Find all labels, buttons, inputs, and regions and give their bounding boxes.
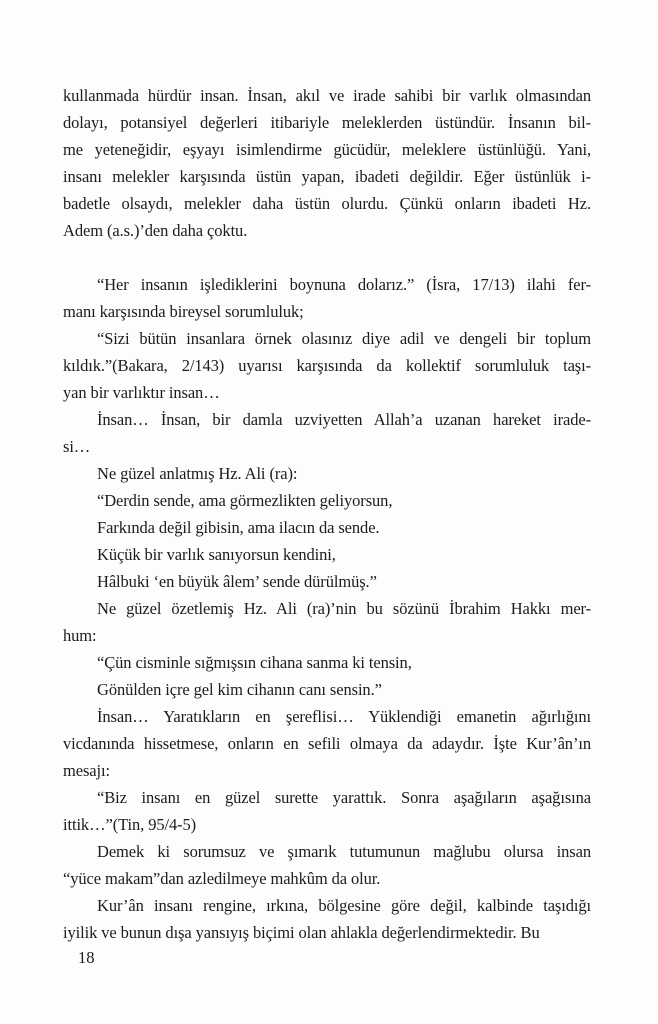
paragraph <box>63 595 591 649</box>
text-line: Demek ki sorumsuz ve şımarık tutumunun mağlubu olursa insan <box>97 842 591 861</box>
text-line: Adem (a.s.)’den daha çoktu. <box>63 221 248 240</box>
text-line: “Derdin sende, ama görmezlikten geliyorsun, <box>97 491 393 510</box>
paragraph <box>63 271 591 325</box>
page-number: 18 <box>78 948 95 967</box>
text-line: hum: <box>63 626 97 645</box>
text-line: vicdanında hissetmese, onların en sefili olmaya da adaydır. İşte Kur’ân’ın <box>63 734 591 753</box>
text-line: yan bir varlıktır insan… <box>63 383 220 402</box>
text-block <box>63 82 591 946</box>
text-line: Gönülden içre gel kim cihanın canı sensin.” <box>97 680 382 699</box>
text-line: Hâlbuki ‘en büyük âlem’ sende dürülmüş.” <box>97 572 377 591</box>
text-line: mesajı: <box>63 761 110 780</box>
paragraph <box>63 514 591 541</box>
paragraph <box>63 568 591 595</box>
text-line: manı karşısında bireysel sorumluluk; <box>63 302 304 321</box>
text-line: dolayı, potansiyel değerleri itibariyle meleklerden üstündür. İnsanın bil- <box>63 113 591 132</box>
paragraph <box>63 838 591 892</box>
text-line: İnsan… İnsan, bir damla uzviyetten Allah’a uzanan hareket irade- <box>97 410 591 429</box>
text-line: “Çün cisminle sığmışsın cihana sanma ki tensin, <box>97 653 412 672</box>
paragraph <box>63 892 591 946</box>
text-line: kıldık.”(Bakara, 2/143) uyarısı karşısında da kollektif sorumluluk taşı- <box>63 356 591 375</box>
text-line: İnsan… Yaratıkların en şereflisi… Yüklendiği emanetin ağırlığını <box>97 707 591 726</box>
paragraph <box>63 325 591 406</box>
text-line: me yeteneğidir, eşyayı isimlendirme gücüdür, meleklere üstünlüğü. Yani, <box>63 140 591 159</box>
text-line: Farkında değil gibisin, ama ilacın da sende. <box>97 518 380 537</box>
text-line: “yüce makam”dan azledilmeye mahkûm da olur. <box>63 869 381 888</box>
text-line: Küçük bir varlık sanıyorsun kendini, <box>97 545 336 564</box>
text-line: “Her insanın işlediklerini boynuna dolarız.” (İsra, 17/13) ilahi fer- <box>97 275 591 294</box>
text-line: Ne güzel özetlemiş Hz. Ali (ra)’nin bu sözünü İbrahim Hakkı mer- <box>97 599 591 618</box>
paragraph <box>63 460 591 487</box>
paragraph <box>63 703 591 784</box>
text-line: Ne güzel anlatmış Hz. Ali (ra): <box>97 464 298 483</box>
text-line: Kur’ân insanı rengine, ırkına, bölgesine göre değil, kalbinde taşıdığı <box>97 896 591 915</box>
text-line: ittik…”(Tin, 95/4-5) <box>63 815 197 834</box>
paragraph <box>63 541 591 568</box>
paragraph <box>63 406 591 460</box>
text-line: iyilik ve bunun dışa yansıyış biçimi olan ahlakla değerlendirmektedir. Bu <box>63 923 540 942</box>
paragraph <box>63 487 591 514</box>
paragraph <box>63 82 591 244</box>
paragraph <box>63 676 591 703</box>
text-line: “Biz insanı en güzel surette yarattık. Sonra aşağıların aşağısına <box>97 788 591 807</box>
text-line: “Sizi bütün insanlara örnek olasınız diye adil ve dengeli bir toplum <box>97 329 591 348</box>
text-line: si… <box>63 437 91 456</box>
paragraph <box>63 649 591 676</box>
text-line: kullanmada hürdür insan. İnsan, akıl ve irade sahibi bir varlık olmasından <box>63 86 591 105</box>
text-line: insanı melekler karşısında üstün yapan, ibadeti değildir. Eğer üstünlük i- <box>63 167 591 186</box>
paragraph <box>63 784 591 838</box>
text-line: badetle olsaydı, melekler daha üstün olurdu. Çünkü onların ibadeti Hz. <box>63 194 591 213</box>
